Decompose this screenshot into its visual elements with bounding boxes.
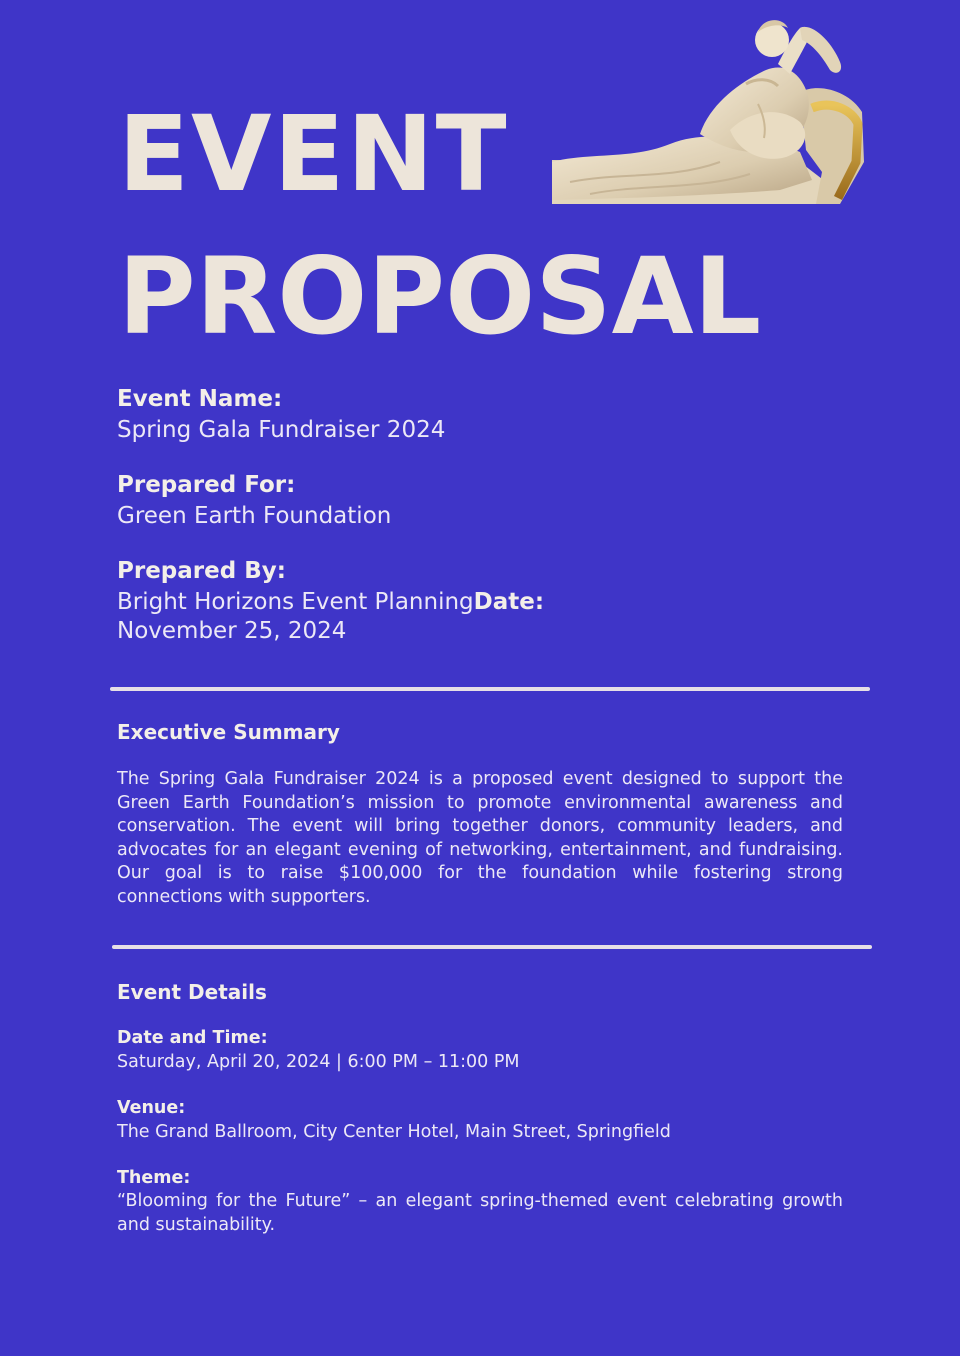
date-label: Date:: [473, 589, 545, 615]
prepared-for-value: Green Earth Foundation: [117, 503, 392, 529]
divider-bottom: [112, 945, 872, 949]
prepared-for-block: [117, 472, 391, 529]
venue-label: Venue:: [117, 1098, 186, 1118]
title-line-1: EVENT: [118, 93, 509, 215]
event-details-heading: Event Details: [117, 980, 267, 1004]
event-name-label: Event Name:: [117, 386, 283, 412]
date-value: November 25, 2024: [117, 618, 347, 644]
executive-summary-heading: Executive Summary: [117, 720, 340, 744]
date-time-label: Date and Time:: [117, 1028, 268, 1048]
prepared-for-label: Prepared For:: [117, 472, 296, 498]
event-name-block: [117, 386, 445, 443]
date-time-value: Saturday, April 20, 2024 | 6:00 PM – 11:00 PM: [117, 1052, 520, 1072]
divider-top: [110, 687, 870, 691]
theme-label: Theme:: [117, 1168, 191, 1188]
reclining-statue-image: [550, 12, 868, 208]
prepared-by-block: [117, 558, 544, 644]
executive-summary-body: The Spring Gala Fundraiser 2024 is a proposed event designed to support the Green Earth Foundation’s mission to promote environmental awareness and conservation. The event will bring together donors, community leaders, and advocates for an elegant evening of networking, entertainment, and fundraising. Our goal is to raise $100,000 for the foundation while fostering strong connections with supporters.: [117, 769, 843, 907]
title-line-2: PROPOSAL: [118, 235, 762, 358]
prepared-by-value: Bright Horizons Event Planning: [117, 589, 474, 615]
prepared-by-label: Prepared By:: [117, 558, 286, 584]
venue-value: The Grand Ballroom, City Center Hotel, Main Street, Springfield: [117, 1122, 671, 1142]
event-name-value: Spring Gala Fundraiser 2024: [117, 417, 446, 443]
theme-value: “Blooming for the Future” – an elegant spring-themed event celebrating growth and sustainability.: [117, 1191, 843, 1235]
prepared-by-line: [117, 589, 544, 615]
